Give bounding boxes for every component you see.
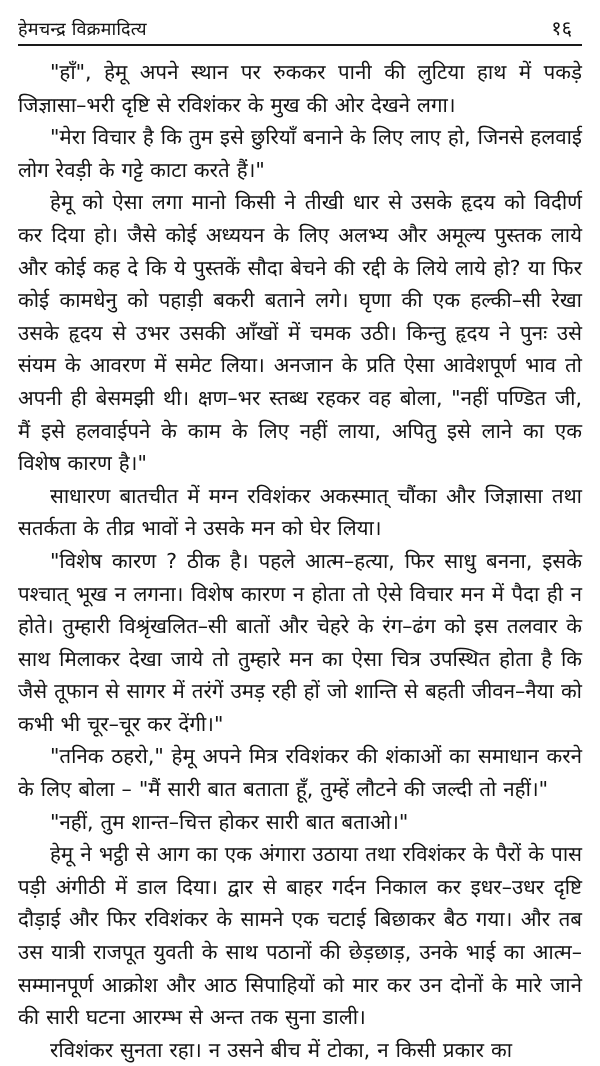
running-header — [18, 16, 582, 46]
paragraph-1: "हाँ", हेमू अपने स्थान पर रुककर पानी की लुटिया हाथ में पकड़े जिज्ञासा–भरी दृष्टि से रविशंकर के मुख की ओर देखने लगा। — [18, 60, 582, 117]
paragraph-8: हेमू ने भट्ठी से आग का एक अंगारा उठाया तथा रविशंकर के पैरों के पास पड़ी अंगीठी में डाल दिया। द्वार से बाहर गर्दन निकाल कर इधर–उधर दृष्टि दौड़ाई और फिर रविशंकर के सामने एक चटाई बिछाकर बैठ गया। और तब उस यात्री राजपूत युवती के साथ पठानों की छेड़छाड़, उनके भाई का आत्म–सम्मानपूर्ण आक्रोश और आठ सिपाहियों को मार कर उन दोनों के मारे जाने की सारी घटना आरम्भ से अन्त तक सुना डाली। — [18, 842, 582, 1030]
paragraph-3: हेमू को ऐसा लगा मानो किसी ने तीखी धार से उसके हृदय को विदीर्ण कर दिया हो। जैसे कोई अध्ययन के लिए अलभ्य और अमूल्य पुस्तक लाये और कोई कह दे कि ये पुस्तकें सौदा बेचने की रद्दी के लिये लाये हो? या फिर कोई कामधेनु को पहाड़ी बकरी बताने लगे। घृणा की एक हल्की–सी रेखा उसके हृदय से उभर उसकी आँखों में चमक उठी। किन्तु हृदय ने पुनः उसे संयम के आवरण में समेट लिया। अनजान के प्रति ऐसा आवेशपूर्ण भाव तो अपनी ही बेसमझी थी। क्षण–भर स्तब्ध रहकर वह बोला, "नहीं पण्डित जी, मैं इसे हलवाईपने के काम के लिए नहीं लाया, अपितु इसे लाने का एक विशेष कारण है।" — [18, 190, 582, 476]
book-title: हेमचन्द्र विक्रमादित्य — [18, 19, 147, 40]
page-number: १६ — [551, 16, 572, 40]
paragraph-2: "मेरा विचार है कि तुम इसे छुरियाँ बनाने के लिए लाए हो, जिनसे हलवाई लोग रेवड़ी के गट्टे काटा करते हैं।" — [18, 125, 582, 182]
paragraph-4: साधारण बातचीत में मग्न रविशंकर अकस्मात् चौंका और जिज्ञासा तथा सतर्कता के तीव्र भावों ने उसके मन को घेर लिया। — [18, 483, 582, 541]
paragraph-9: रविशंकर सुनता रहा। न उसने बीच में टोका, न किसी प्रकार का — [50, 1037, 513, 1062]
paragraph-7: "नहीं, तुम शान्त–चित्त होकर सारी बात बताओ।" — [50, 809, 409, 834]
paragraph-6: "तनिक ठहरो," हेमू अपने मित्र रविशंकर की शंकाओं का समाधान करने के लिए बोला – "मैं सारी बात बताता हूँ, तुम्हें लौटने की जल्दी तो नहीं।" — [18, 744, 582, 802]
body-text — [18, 56, 582, 1066]
paragraph-5: "विशेष कारण ? ठीक है। पहले आत्म–हत्या, फिर साधु बनना, इसके पश्चात् भूख न लगना। विशेष कारण न होता तो ऐसे विचार मन में पैदा ही न होते। तुम्हारी विश्रृंखलित–सी बातों और चेहरे के रंग–ढंग को इस तलवार के साथ मिलाकर देखा जाये तो तुम्हारे मन का ऐसा चित्र उपस्थित होता है कि जैसे तूफान से सागर में तरंगें उमड़ रही हों जो शान्ति से बहती जीवन–नैया को कभी भी चूर–चूर कर देंगी।" — [18, 548, 582, 736]
